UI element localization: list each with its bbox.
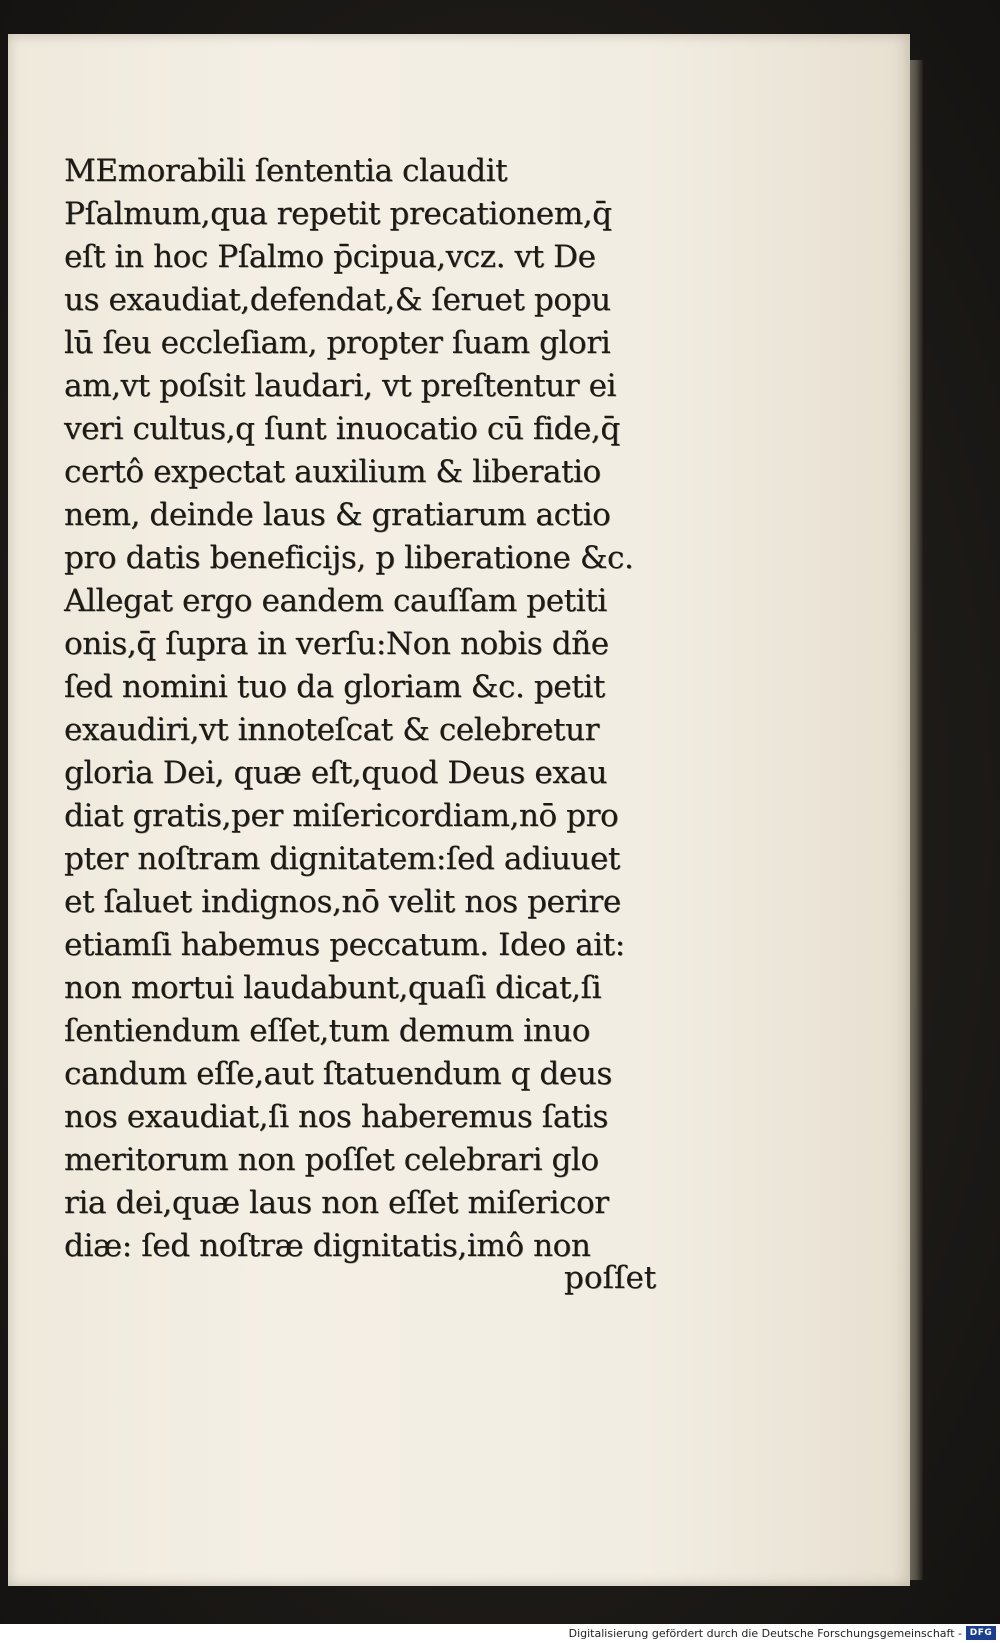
- text-line: pter noſtram dignitatem:ſed adiuuet: [64, 841, 620, 877]
- text-line: ria dei,quæ laus non eſſet miſericor: [64, 1185, 609, 1221]
- text-line: meritorum non poſſet celebrari glo: [64, 1142, 599, 1178]
- text-line: am,vt poſsit laudari, vt preſtentur ei: [64, 368, 617, 404]
- text-line: ſentiendum eſſet,tum demum inuo: [64, 1013, 591, 1049]
- text-block: [64, 150, 704, 1268]
- text-line: MEmorabili ſententia claudit: [64, 153, 508, 189]
- text-line: gloria Dei, quæ eſt,quod Deus exau: [64, 755, 608, 791]
- text-line: ſed nomini tuo da gloriam &c. petit: [64, 669, 605, 705]
- text-line: candum eſſe,aut ſtatuendum q deus: [64, 1056, 612, 1092]
- catchword: poſſet: [564, 1260, 657, 1296]
- text-line: exaudiri,vt innoteſcat & celebretur: [64, 712, 600, 748]
- dfg-logo: DFG: [966, 1626, 996, 1640]
- text-line: non mortui laudabunt,quaſi dicat,ſi: [64, 970, 602, 1006]
- text-line: eſt in hoc Pſalmo p̄cipua,vcz. vt De: [64, 239, 596, 275]
- text-line: Allegat ergo eandem cauſſam petiti: [64, 583, 607, 619]
- text-line: Pſalmum,qua repetit precationem,q̄: [64, 196, 612, 232]
- text-line: onis,q̄ ſupra in verſu:Non nobis dñe: [64, 626, 609, 662]
- text-line: etiamſi habemus peccatum. Ideo ait:: [64, 927, 625, 963]
- text-line: pro datis beneficijs, p liberatione &c.: [64, 540, 634, 576]
- funding-credit: Digitalisierung gefördert durch die Deutsche Forschungsgemeinschaft -: [568, 1627, 962, 1640]
- text-line: veri cultus,q ſunt inuocatio cū fide,q̄: [64, 411, 620, 447]
- text-line: et ſaluet indignos,nō velit nos perire: [64, 884, 621, 920]
- text-line: certô expectat auxilium & liberatio: [64, 454, 601, 490]
- text-line: diæ: ſed noſtræ dignitatis,imô non: [64, 1228, 591, 1264]
- text-line: nem, deinde laus & gratiarum actio: [64, 497, 611, 533]
- text-line: us exaudiat,defendat,& ſeruet popu: [64, 282, 611, 318]
- text-line: lū ſeu eccleſiam, propter ſuam glori: [64, 325, 611, 361]
- text-line: nos exaudiat,ſi nos haberemus ſatis: [64, 1099, 609, 1135]
- text-line: diat gratis,per miſericordiam,nō pro: [64, 798, 619, 834]
